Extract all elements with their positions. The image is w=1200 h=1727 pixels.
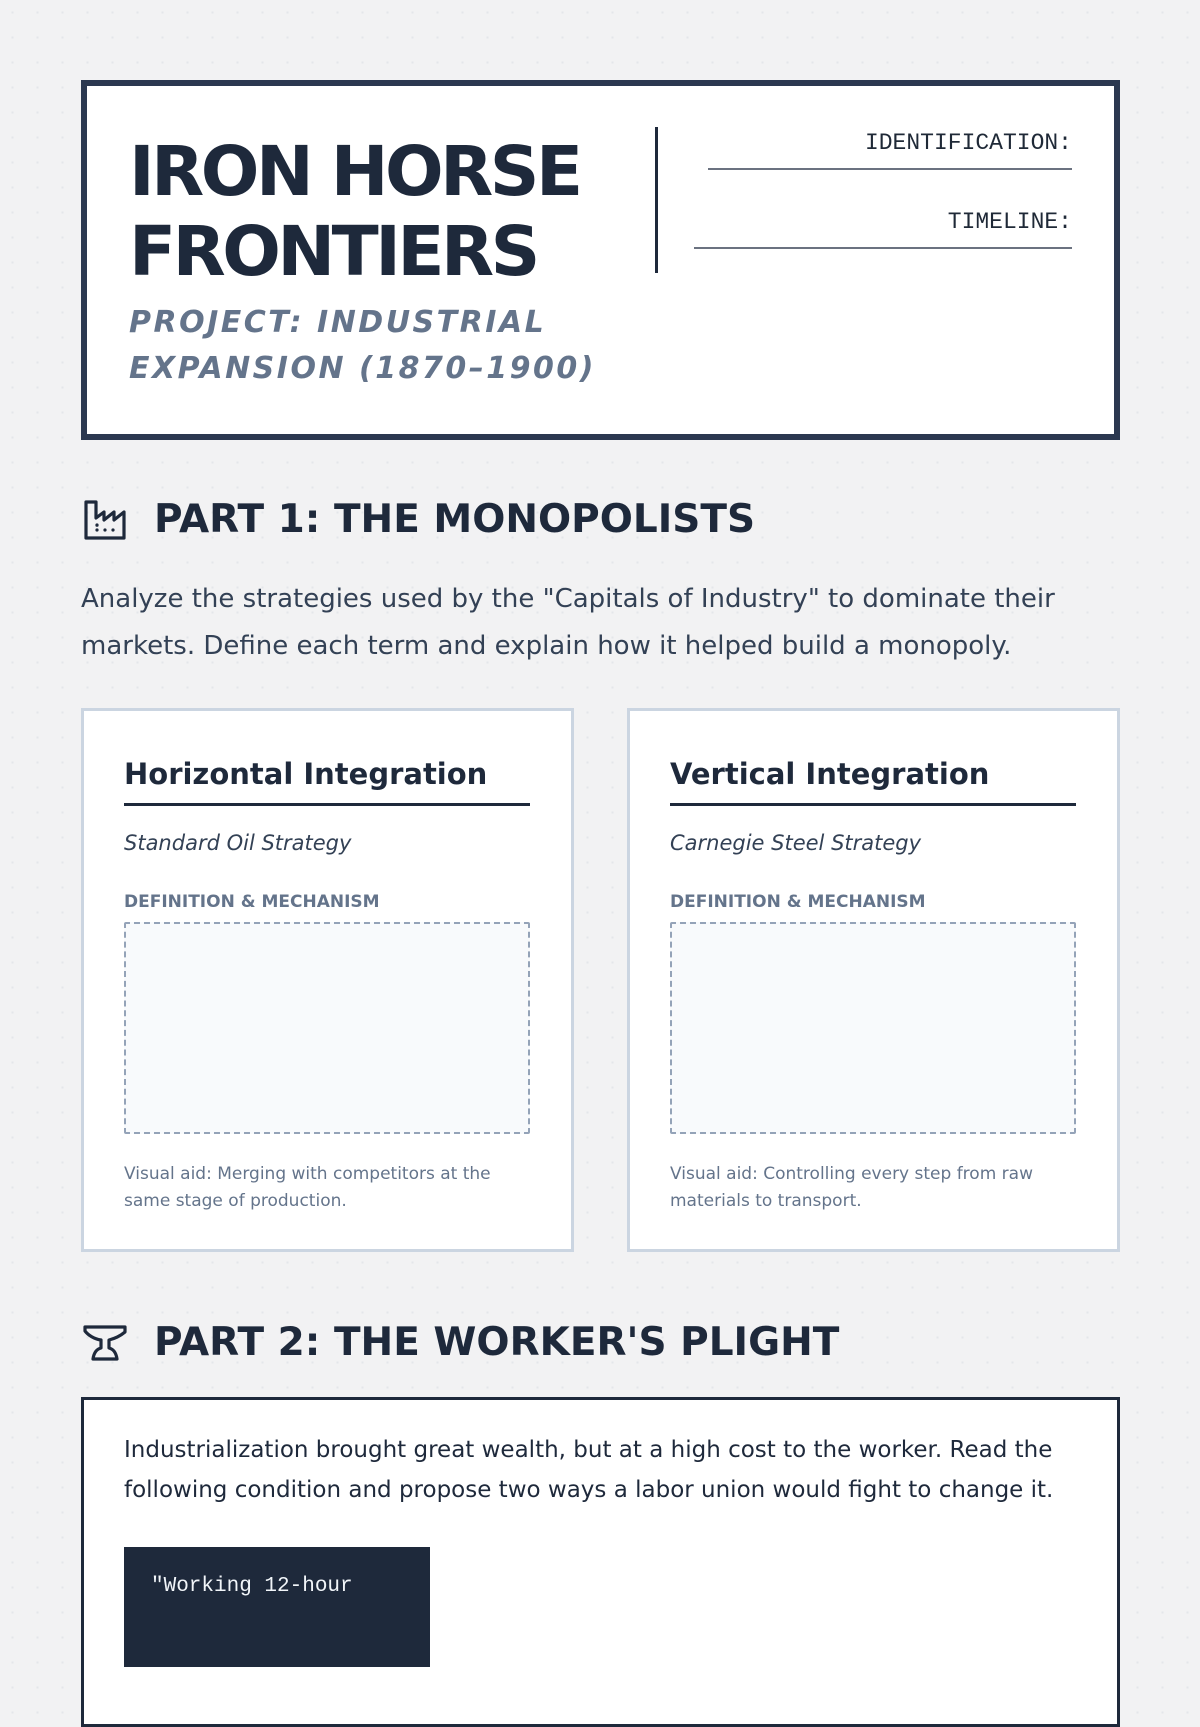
- title-divider: [655, 127, 658, 273]
- identification-field[interactable]: [708, 130, 1072, 170]
- identification-label: IDENTIFICATION:: [864, 130, 1072, 156]
- definition-label: DEFINITION & MECHANISM: [124, 892, 380, 912]
- anvil-icon: [81, 1319, 129, 1367]
- main-title: [129, 132, 580, 292]
- timeline-line[interactable]: [694, 247, 1072, 249]
- definition-answer-box[interactable]: [670, 922, 1076, 1134]
- horizontal-integration-card: [81, 708, 574, 1252]
- worker-plight-box: [81, 1397, 1120, 1727]
- card-strategy: Carnegie Steel Strategy: [670, 831, 922, 855]
- condition-quote-box: [124, 1547, 430, 1667]
- definition-label: DEFINITION & MECHANISM: [670, 892, 926, 912]
- card-title: Horizontal Integration: [124, 755, 530, 806]
- title-line-1: IRON HORSE: [129, 132, 580, 212]
- card-strategy: Standard Oil Strategy: [124, 831, 352, 855]
- subtitle-line-1: PROJECT: INDUSTRIAL: [129, 305, 547, 340]
- title-line-2: FRONTIERS: [129, 212, 537, 292]
- vertical-integration-card: [627, 708, 1120, 1252]
- header-box: [81, 80, 1120, 440]
- visual-aid-note: Visual aid: Controlling every step from raw materials to transport.: [670, 1164, 1033, 1211]
- project-subtitle: [129, 300, 596, 392]
- visual-aid-note: Visual aid: Merging with competitors at the same stage of production.: [124, 1164, 491, 1211]
- factory-icon: [81, 496, 129, 544]
- part1-title: PART 1: THE MONOPOLISTS: [154, 497, 756, 542]
- card-title: Vertical Integration: [670, 755, 1076, 806]
- worker-plight-text: Industrialization brought great wealth, but at a high cost to the worker. Read the following condition and propose two ways a labor union would fight to change it.: [124, 1437, 1054, 1503]
- subtitle-line-2: EXPANSION (1870–1900): [129, 351, 596, 386]
- identification-line[interactable]: [708, 168, 1072, 170]
- definition-answer-box[interactable]: [124, 922, 530, 1134]
- condition-quote: "Working 12-hour: [151, 1575, 353, 1598]
- part2-title: PART 2: THE WORKER'S PLIGHT: [154, 1320, 840, 1365]
- worksheet-page: [81, 80, 1120, 1598]
- timeline-field[interactable]: [694, 209, 1072, 249]
- part1-intro: Analyze the strategies used by the "Capitals of Industry" to dominate their markets. Define each term and explain how it helped build a monopoly.: [81, 584, 1055, 661]
- timeline-label: TIMELINE:: [947, 209, 1072, 235]
